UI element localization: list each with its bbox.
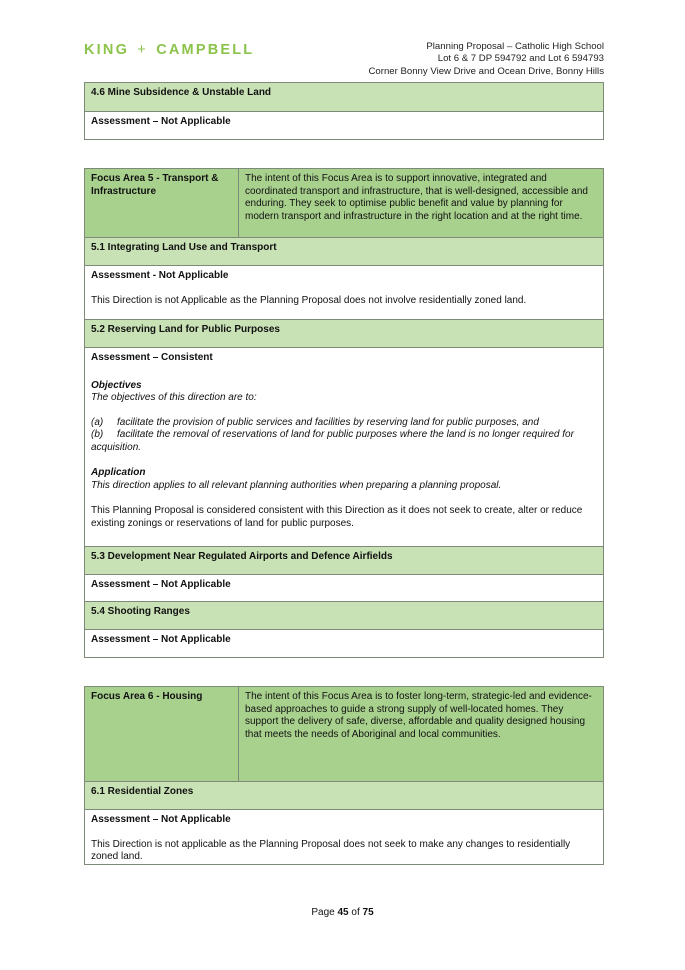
section-5-4-assessment: Assessment – Not Applicable [85, 629, 603, 657]
objectives-intro: The objectives of this direction are to: [91, 392, 257, 403]
objective-item-b: (b) facilitate the removal of reservations of land for public purposes where the land is no longer required for [91, 429, 574, 440]
objective-item-a: (a) facilitate the provision of public services and facilities by reserving land for public purposes, and [91, 416, 539, 428]
logo-plus: + [137, 42, 148, 58]
logo-text-right: CAMPBELL [156, 42, 255, 58]
section-5-1-body [85, 265, 603, 319]
section-5-1-text: This Direction is not Applicable as the Planning Proposal does not involve residentially zoned land. [91, 294, 527, 306]
header-line-2: Lot 6 & 7 DP 594792 and Lot 6 594793 [437, 53, 604, 65]
application-heading: Application [91, 467, 146, 478]
logo-text-left: KING [84, 42, 130, 58]
objectives-heading: Objectives [91, 379, 142, 391]
total-pages: 75 [362, 907, 374, 918]
focus-area-5-intent: The intent of this Focus Area is to support innovative, integrated and coordinated transport and infrastructure, that is well-designed, accessible and enduring. They seek to optimise public benefit and value by planning for modern transport and infrastructure in the right location and at the right time. [245, 173, 588, 222]
page-footer: Page 45 of 75 [311, 907, 374, 918]
focus-area-5-label: Focus Area 5 - Transport & Infrastructure [85, 169, 239, 237]
section-6-1-text: This Direction is not applicable as the Planning Proposal does not seek to make any changes to residentially zoned land. [91, 838, 571, 862]
section-6-1-title: 6.1 Residential Zones [85, 781, 603, 809]
section-4-6-assessment: Assessment – Not Applicable [85, 111, 603, 139]
header-line-1: Planning Proposal – Catholic High School [426, 41, 604, 52]
objective-item-b-cont: acquisition. [91, 441, 142, 453]
section-5-3-assessment: Assessment – Not Applicable [85, 574, 603, 601]
current-page-number: 45 [337, 907, 349, 918]
focus-area-6-row [85, 687, 603, 781]
table-focus-area-5 [84, 168, 604, 658]
section-5-1-title: 5.1 Integrating Land Use and Transport [85, 237, 603, 265]
section-5-2-title: 5.2 Reserving Land for Public Purposes [85, 319, 603, 347]
focus-area-5-row [85, 169, 603, 237]
header-line-3: Corner Bonny View Drive and Ocean Drive, Bonny Hills [368, 65, 604, 77]
section-5-1-assessment: Assessment - Not Applicable [91, 270, 229, 281]
section-6-1-body [85, 809, 603, 864]
focus-area-6-intent: The intent of this Focus Area is to foster long-term, strategic-led and evidence-based approaches to guide a strong supply of well-located homes. They support the delivery of safe, diverse, affordable and quality designed housing that meets the needs of Aboriginal and local communities. [245, 691, 592, 740]
section-6-1-assessment: Assessment – Not Applicable [91, 814, 231, 825]
section-5-4-title: 5.4 Shooting Ranges [85, 601, 603, 629]
section-4-6-title: 4.6 Mine Subsidence & Unstable Land [85, 83, 603, 111]
company-logo [84, 42, 254, 58]
section-5-2-body [85, 347, 603, 546]
application-text: This direction applies to all relevant planning authorities when preparing a planning proposal. [91, 479, 502, 491]
focus-area-6-label: Focus Area 6 - Housing [85, 687, 239, 781]
table-section-4-6 [84, 82, 604, 140]
table-focus-area-6 [84, 686, 604, 865]
document-header [368, 41, 604, 78]
section-5-3-title: 5.3 Development Near Regulated Airports and Defence Airfields [85, 546, 603, 574]
section-5-2-conclusion: This Planning Proposal is considered consistent with this Direction as it does not seek to create, alter or reduce existing zonings or reservations of land for public purposes. [91, 505, 583, 529]
section-5-2-assessment: Assessment – Consistent [91, 352, 213, 363]
